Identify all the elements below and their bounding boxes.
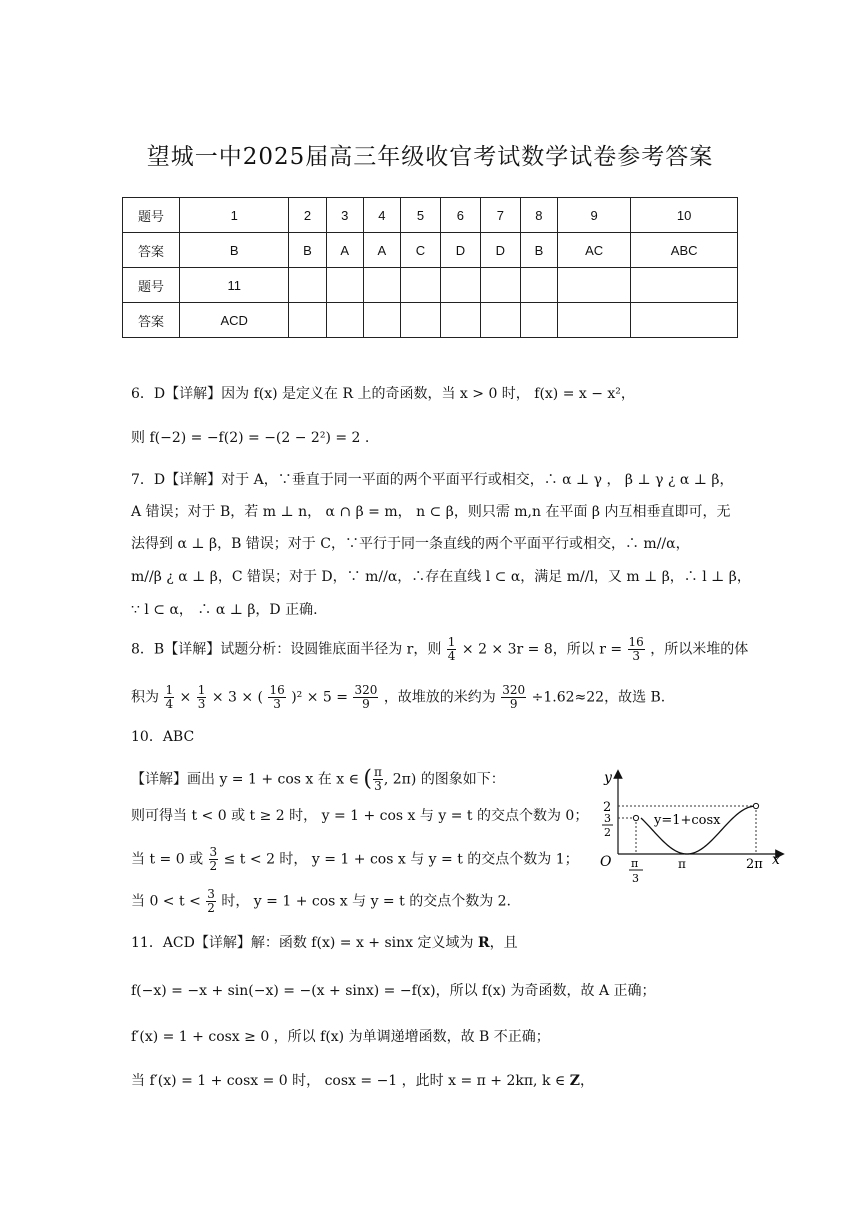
q7-line-5: ∵ l ⊂ α， ∴ α ⊥ β，D 正确. [131, 602, 318, 618]
denominator: 3 [273, 697, 281, 711]
q7-line-4: m//β ¿ α ⊥ β，C 错误；对于 D，∵ m//α，∴存在直线 l ⊂ α，满足 m//l，又 m ⊥ β，∴ l ⊥ β， [131, 569, 751, 585]
table-cell: 7 [480, 198, 520, 233]
fraction [197, 684, 207, 711]
q11-text: Z [569, 1073, 580, 1089]
q8-text: × [179, 689, 192, 706]
q8-line-2 [131, 684, 665, 711]
q10-text: ≤ t < 2 时， y = 1 + cos x 与 y = t 的交点个数为 1； [223, 851, 579, 868]
x-tick-frac-den: 3 [632, 872, 639, 885]
table-cell [326, 268, 363, 303]
q7-line-3: 法得到 α ⊥ β，B 错误；对于 C，∵平行于同一条直线的两个平面平行或相交，∴ m//α， [131, 536, 690, 552]
table-row [123, 303, 738, 338]
table-cell [289, 268, 326, 303]
y-axis-label: y [604, 770, 612, 786]
q10-text: 时， y = 1 + cos x 与 y = t 的交点个数为 2. [221, 893, 511, 910]
row-label: 答案 [123, 303, 180, 338]
numerator: 1 [197, 683, 206, 697]
fraction [373, 766, 383, 793]
numerator: π [373, 765, 382, 779]
denominator: 2 [209, 859, 218, 873]
numerator: 16 [628, 635, 644, 649]
q10-text: 的图象如下： [420, 771, 505, 788]
denominator: 3 [374, 779, 382, 793]
row-label: 题号 [123, 198, 180, 233]
table-cell: D [480, 233, 520, 268]
q8-text: )² × 5 = [291, 689, 348, 706]
fraction [209, 846, 219, 873]
open-endpoint [753, 803, 758, 808]
q8-text: 8．B【详解】试题分析：设圆锥底面半径为 r，则 [131, 641, 442, 658]
numerator: 1 [165, 683, 174, 697]
open-endpoint [633, 815, 638, 820]
table-cell [631, 303, 738, 338]
numerator: 16 [269, 683, 285, 697]
denominator: 2 [207, 901, 215, 915]
q10-text: ( [363, 766, 372, 792]
q10-line-1 [131, 766, 505, 793]
q10-line-4 [131, 888, 511, 915]
table-cell [363, 268, 400, 303]
numerator: 320 [502, 683, 526, 697]
table-cell [289, 303, 326, 338]
table-row [123, 198, 738, 233]
q11-text: ，且 [489, 935, 518, 951]
q8-text: × 2 × 3r = 8，所以 r = [461, 641, 623, 658]
q11-text: 11．ACD【详解】解：函数 f(x) = x + sinx 定义域为 [131, 935, 474, 951]
table-cell: 8 [520, 198, 557, 233]
q11-line-1 [131, 933, 518, 953]
q8-line-1 [131, 636, 748, 663]
cosine-graph [590, 768, 790, 888]
table-cell: AC [558, 233, 631, 268]
table-cell: B [289, 233, 326, 268]
denominator: 4 [165, 697, 174, 711]
table-cell: A [363, 233, 400, 268]
table-cell [440, 303, 480, 338]
table-cell: 2 [289, 198, 326, 233]
numerator: 3 [209, 845, 218, 859]
fraction [164, 684, 174, 711]
denominator: 4 [447, 649, 456, 663]
fraction [268, 684, 285, 711]
fraction [501, 684, 526, 711]
table-cell: 9 [558, 198, 631, 233]
q11-text: 当 f′(x) = 1 + cosx = 0 时， cosx = −1 ，此时 x = π + 2kπ, k ∈ [131, 1073, 566, 1089]
denominator: 9 [362, 697, 370, 711]
x-tick-2pi: 2π [746, 857, 763, 872]
q11-text: R [477, 935, 490, 951]
table-cell [520, 268, 557, 303]
table-cell: 10 [631, 198, 738, 233]
table-cell: 3 [326, 198, 363, 233]
numerator: 3 [207, 887, 215, 901]
row-label: 答案 [123, 233, 180, 268]
q10-text: 当 0 < t < [131, 893, 201, 910]
q6-line-2: 则 f(−2) = −f(2) = −(2 − 2²) = 2 . [131, 430, 370, 446]
table-cell [520, 303, 557, 338]
q8-text: ÷1.62≈22，故选 B. [531, 689, 666, 706]
curve-label: y=1+cosx [654, 813, 721, 828]
q11-text: ， [579, 1073, 594, 1089]
q10-text: 【详解】画出 y = 1 + cos x 在 x ∈ [131, 771, 359, 788]
table-cell: D [440, 233, 480, 268]
answer-table [122, 197, 738, 338]
fraction [628, 636, 645, 663]
origin-label: O [600, 854, 612, 870]
table-cell [631, 268, 738, 303]
numerator: 1 [447, 635, 456, 649]
q6-line-1: 6．D【详解】因为 f(x) 是定义在 R 上的奇函数，当 x > 0 时， f(x) = x − x²， [131, 386, 635, 402]
q8-text: × 3 × ( [211, 689, 264, 706]
q10-text: , 2π) [383, 771, 417, 788]
q8-text: ，故堆放的米约为 [383, 689, 496, 706]
denominator: 9 [509, 697, 518, 711]
x-tick-frac-num: π [631, 857, 639, 870]
row-label: 题号 [123, 268, 180, 303]
table-cell [480, 268, 520, 303]
table-cell: 6 [440, 198, 480, 233]
denominator: 3 [632, 649, 640, 663]
q11-line-4 [131, 1071, 594, 1091]
fraction [206, 888, 216, 915]
page-title: 望城一中2025届高三年级收官考试数学试卷参考答案 [146, 144, 714, 170]
table-cell [480, 303, 520, 338]
table-cell: ACD [180, 303, 289, 338]
table-row [123, 268, 738, 303]
table-cell [558, 268, 631, 303]
q7-line-1: 7．D【详解】对于 A，∵垂直于同一平面的两个平面平行或相交，∴ α ⊥ γ ， β ⊥ γ ¿ α ⊥ β， [131, 472, 734, 488]
table-cell [440, 268, 480, 303]
fraction [447, 636, 457, 663]
numerator: 320 [354, 683, 378, 697]
q8-text: ，所以米堆的体 [650, 641, 749, 658]
x-axis-label: x [772, 852, 780, 868]
table-row [123, 233, 738, 268]
fraction [353, 684, 378, 711]
q10-heading: 10．ABC [131, 729, 195, 745]
table-cell: ABC [631, 233, 738, 268]
table-cell: A [326, 233, 363, 268]
table-cell [363, 303, 400, 338]
q10-text: 当 t = 0 或 [131, 851, 204, 868]
x-tick-pi: π [678, 857, 686, 871]
table-cell: B [180, 233, 289, 268]
table-cell: B [520, 233, 557, 268]
q7-line-2: A 错误；对于 B，若 m ⊥ n， α ∩ β = m， n ⊂ β，则只需 m,n 在平面 β 内互相垂直即可，无 [131, 504, 731, 520]
table-cell [400, 268, 440, 303]
table-cell [326, 303, 363, 338]
table-cell: 5 [400, 198, 440, 233]
table-cell: C [400, 233, 440, 268]
table-cell: 1 [180, 198, 289, 233]
table-cell [558, 303, 631, 338]
y-tick-frac-num: 3 [604, 812, 611, 825]
denominator: 3 [197, 697, 206, 711]
table-cell [400, 303, 440, 338]
q10-line-2: 则可得当 t < 0 或 t ≥ 2 时， y = 1 + cos x 与 y = t 的交点个数为 0； [131, 808, 589, 824]
q8-text: 积为 [131, 689, 159, 706]
y-tick-frac-den: 2 [604, 826, 611, 839]
table-cell: 4 [363, 198, 400, 233]
q11-line-3: f′(x) = 1 + cosx ≥ 0 ，所以 f(x) 为单调递增函数，故 B 不正确； [131, 1029, 550, 1045]
table-cell: 11 [180, 268, 289, 303]
y-tick-2: 2 [603, 800, 612, 815]
q11-line-2: f(−x) = −x + sin(−x) = −(x + sinx) = −f(x)，所以 f(x) 为奇函数，故 A 正确； [131, 983, 656, 999]
q10-line-3 [131, 846, 579, 873]
